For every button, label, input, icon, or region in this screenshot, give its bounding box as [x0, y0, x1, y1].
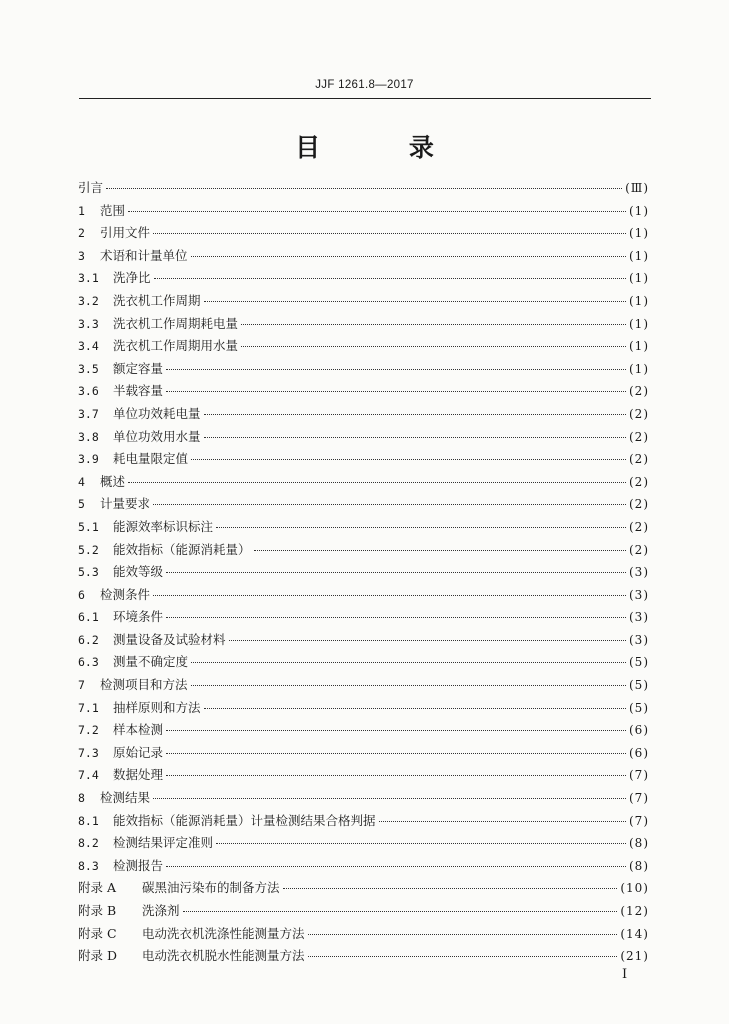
toc-dot-leader — [128, 210, 626, 212]
toc-entry-label: 原始记录 — [113, 744, 164, 760]
toc-entry-label: 计量要求 — [100, 496, 151, 512]
toc-entry-page: (2) — [629, 452, 649, 467]
toc-entry[interactable] — [78, 698, 649, 721]
toc-entry-page: (2) — [629, 406, 649, 421]
toc-entry-page: (3) — [629, 610, 649, 625]
toc-entry[interactable] — [78, 359, 649, 382]
toc-entry[interactable] — [78, 449, 649, 472]
toc-dot-leader — [191, 255, 626, 257]
toc-dot-leader — [153, 594, 626, 596]
toc-entry-number: 附录 A — [78, 880, 117, 896]
toc-entry-title — [78, 201, 125, 219]
toc-entry[interactable] — [78, 472, 649, 495]
toc-entry-page: (7) — [629, 813, 649, 828]
toc-entry-title — [78, 878, 280, 896]
toc-entry-number: 附录 D — [78, 948, 117, 964]
toc-entry-title — [78, 178, 103, 196]
toc-entry-page: (21) — [620, 949, 649, 964]
toc-entry-title — [78, 314, 238, 332]
toc-dot-leader — [153, 797, 626, 799]
toc-entry-label: 洗净比 — [113, 270, 151, 286]
toc-dot-leader — [379, 820, 626, 822]
toc-entry-title — [78, 472, 125, 490]
toc-entry-label: 电动洗衣机洗涤性能测量方法 — [142, 925, 305, 941]
toc-dot-leader — [183, 910, 618, 912]
toc-entry[interactable] — [78, 811, 649, 834]
toc-entry-number: 3.2 — [78, 293, 99, 308]
toc-entry-title — [78, 268, 151, 286]
toc-entry[interactable] — [78, 743, 649, 766]
toc-entry-label: 能效指标（能源消耗量）计量检测结果合格判据 — [113, 812, 376, 828]
toc-entry-title — [78, 833, 213, 851]
toc-dot-leader — [166, 390, 626, 392]
toc-dot-leader — [308, 933, 618, 935]
toc-entry-page: (Ⅲ) — [625, 181, 649, 195]
toc-entry-label: 电动洗衣机脱水性能测量方法 — [142, 948, 305, 964]
toc-entry-number: 附录 B — [78, 903, 117, 918]
toc-entry-label: 洗衣机工作周期耗电量 — [113, 315, 239, 331]
standard-code: JJF 1261.8—2017 — [315, 79, 414, 91]
toc-entry-title — [78, 811, 376, 829]
toc-entry-title — [78, 743, 163, 761]
toc-entry-label: 数据处理 — [113, 767, 164, 783]
toc-entry-title — [78, 427, 201, 445]
toc-entry[interactable] — [78, 246, 649, 269]
toc-entry-page: (1) — [629, 248, 649, 263]
toc-entry[interactable] — [78, 336, 649, 359]
toc-entry-label: 耗电量限定值 — [113, 451, 189, 467]
toc-entry-number: 4 — [78, 474, 85, 489]
toc-entry-title — [78, 246, 188, 264]
toc-dot-leader — [166, 616, 626, 618]
toc-entry-label: 单位功效用水量 — [113, 428, 201, 444]
toc-entry-page: (2) — [629, 474, 649, 489]
toc-entry-page: (2) — [629, 384, 649, 399]
toc-entry-number: 7.3 — [78, 745, 99, 760]
toc-entry[interactable] — [78, 268, 649, 291]
page-title: 目 录 — [295, 133, 474, 162]
toc-dot-leader — [308, 955, 618, 957]
toc-entry-number: 8 — [78, 791, 85, 806]
toc-entry-page: (14) — [620, 926, 649, 941]
toc-entry-label: 抽样原则和方法 — [113, 699, 201, 715]
toc-entry-label: 检测项目和方法 — [100, 677, 188, 693]
toc-entry-label: 洗衣机工作周期 — [113, 292, 201, 308]
toc-dot-leader — [166, 571, 626, 573]
toc-entry[interactable] — [78, 878, 649, 901]
toc-dot-leader — [254, 549, 626, 551]
toc-entry-label: 概述 — [100, 473, 126, 489]
toc-entry-number: 3.8 — [78, 429, 99, 444]
toc-entry-number: 8.1 — [78, 813, 99, 828]
toc-dot-leader — [191, 458, 626, 460]
toc-entry-page: (12) — [620, 904, 649, 918]
toc-entry-number: 6.2 — [78, 632, 99, 647]
toc-entry[interactable] — [78, 788, 649, 811]
toc-entry-title — [78, 630, 226, 648]
header-rule — [79, 98, 651, 99]
toc-entry-page: (7) — [629, 768, 649, 783]
toc-entry-title — [78, 946, 305, 964]
toc-entry-number: 附录 C — [78, 925, 117, 941]
toc-entry-number: 6.1 — [78, 610, 99, 625]
toc-entry-number: 3.3 — [78, 316, 99, 331]
toc-entry-page: (1) — [629, 271, 649, 286]
toc-entry-page: (6) — [629, 745, 649, 760]
toc-entry-number: 3.5 — [78, 361, 99, 376]
table-of-contents — [78, 178, 649, 969]
toc-entry-label: 碳黑油污染布的制备方法 — [142, 880, 280, 896]
toc-entry-label: 测量不确定度 — [113, 654, 189, 670]
toc-dot-leader — [204, 436, 626, 438]
toc-entry-page: (2) — [629, 497, 649, 512]
toc-entry-number: 7.2 — [78, 723, 99, 738]
toc-entry-number: 6 — [78, 587, 85, 602]
toc-entry-page: (10) — [620, 881, 649, 896]
toc-entry-label: 术语和计量单位 — [100, 247, 188, 263]
toc-entry-number: 3.6 — [78, 384, 99, 399]
toc-entry-title — [78, 698, 201, 716]
toc-entry-title — [78, 765, 163, 783]
toc-dot-leader — [204, 300, 626, 302]
toc-entry-number: 7 — [78, 678, 85, 693]
toc-entry[interactable] — [78, 833, 649, 856]
toc-entry-label: 检测结果评定准则 — [113, 835, 214, 851]
toc-entry[interactable] — [78, 607, 649, 630]
toc-entry[interactable] — [78, 427, 649, 450]
toc-entry-page: (6) — [629, 723, 649, 738]
toc-entry-page: (1) — [629, 361, 649, 376]
toc-dot-leader — [283, 887, 618, 889]
toc-entry-page: (1) — [629, 293, 649, 308]
toc-entry[interactable] — [78, 946, 649, 969]
toc-entry-title — [78, 494, 150, 512]
toc-entry-title — [78, 562, 163, 580]
toc-entry-label: 半载容量 — [113, 383, 164, 399]
toc-entry[interactable] — [78, 924, 649, 947]
toc-entry-page: (5) — [629, 678, 649, 693]
toc-dot-leader — [128, 481, 626, 483]
toc-entry-title — [78, 675, 188, 693]
toc-entry[interactable] — [78, 540, 649, 563]
toc-entry-title — [78, 901, 180, 919]
toc-entry-title — [78, 856, 163, 874]
toc-entry-title — [78, 449, 188, 467]
toc-entry-label: 能效等级 — [113, 564, 164, 580]
toc-entry-number: 2 — [78, 226, 85, 241]
toc-entry-number: 5.1 — [78, 519, 99, 534]
toc-entry-page: (1) — [629, 226, 649, 241]
toc-entry-page: (2) — [629, 542, 649, 557]
toc-dot-leader — [153, 232, 626, 234]
toc-entry-label: 引言 — [78, 180, 104, 195]
toc-entry-label: 范围 — [100, 202, 126, 218]
toc-entry-page: (3) — [629, 587, 649, 602]
toc-entry[interactable] — [78, 901, 649, 924]
toc-dot-leader — [154, 277, 626, 279]
toc-entry-page: (8) — [629, 858, 649, 873]
toc-dot-leader — [166, 752, 626, 754]
toc-entry-number: 7.1 — [78, 700, 99, 715]
toc-dot-leader — [229, 639, 626, 641]
toc-entry-page: (5) — [629, 655, 649, 670]
toc-entry-title — [78, 924, 305, 942]
toc-entry-label: 检测结果 — [100, 790, 151, 806]
toc-entry-label: 环境条件 — [113, 609, 164, 625]
toc-entry-number: 1 — [78, 203, 85, 218]
toc-entry[interactable] — [78, 404, 649, 427]
toc-entry[interactable] — [78, 765, 649, 788]
toc-entry-title — [78, 359, 163, 377]
toc-dot-leader — [166, 368, 626, 370]
toc-entry-number: 8.3 — [78, 858, 99, 873]
toc-entry-number: 5.2 — [78, 542, 99, 557]
toc-entry[interactable] — [78, 675, 649, 698]
toc-entry[interactable] — [78, 652, 649, 675]
toc-entry-page: (1) — [629, 339, 649, 354]
toc-dot-leader — [106, 187, 622, 189]
toc-entry[interactable] — [78, 178, 649, 201]
toc-entry-title — [78, 607, 163, 625]
toc-entry-page: (2) — [629, 519, 649, 534]
toc-entry[interactable] — [78, 630, 649, 653]
toc-entry[interactable] — [78, 201, 649, 224]
toc-entry[interactable] — [78, 562, 649, 585]
toc-entry-number: 6.3 — [78, 655, 99, 670]
toc-entry[interactable] — [78, 517, 649, 540]
toc-entry-title — [78, 585, 150, 603]
toc-entry-label: 测量设备及试验材料 — [113, 631, 226, 647]
toc-entry-label: 引用文件 — [100, 225, 151, 241]
toc-entry-title — [78, 652, 188, 670]
toc-entry-label: 单位功效耗电量 — [113, 405, 201, 421]
toc-entry[interactable] — [78, 381, 649, 404]
toc-dot-leader — [241, 345, 626, 347]
toc-entry-title — [78, 223, 150, 241]
toc-entry-page: (1) — [629, 203, 649, 218]
toc-entry-title — [78, 381, 163, 399]
toc-dot-leader — [241, 323, 626, 325]
toc-entry-title — [78, 336, 238, 354]
toc-dot-leader — [216, 526, 626, 528]
toc-entry-page: (5) — [629, 700, 649, 715]
toc-entry[interactable] — [78, 856, 649, 879]
toc-dot-leader — [153, 503, 626, 505]
toc-entry-label: 检测条件 — [100, 586, 151, 602]
toc-entry-label: 能源效率标识标注 — [113, 518, 214, 534]
toc-entry[interactable] — [78, 585, 649, 608]
toc-entry-title — [78, 788, 150, 806]
toc-dot-leader — [191, 684, 626, 686]
toc-entry[interactable] — [78, 291, 649, 314]
toc-entry-number: 7.4 — [78, 768, 99, 783]
toc-dot-leader — [204, 413, 626, 415]
toc-entry-label: 洗衣机工作周期用水量 — [113, 338, 239, 354]
toc-entry[interactable] — [78, 720, 649, 743]
toc-entry-title — [78, 517, 213, 535]
toc-entry-label: 额定容量 — [113, 360, 164, 376]
toc-entry-label: 洗涤剂 — [142, 903, 180, 918]
page-number: I — [622, 967, 628, 982]
toc-entry-number: 5.3 — [78, 565, 99, 580]
toc-entry-page: (8) — [629, 836, 649, 851]
toc-entry-title — [78, 404, 201, 422]
toc-dot-leader — [204, 707, 626, 709]
toc-entry[interactable] — [78, 494, 649, 517]
toc-entry-page: (7) — [629, 791, 649, 806]
toc-dot-leader — [166, 729, 626, 731]
toc-entry-number: 3.9 — [78, 452, 99, 467]
toc-entry-number: 8.2 — [78, 836, 99, 851]
toc-entry-number: 5 — [78, 497, 85, 512]
toc-entry-label: 样本检测 — [113, 722, 164, 738]
toc-entry-title — [78, 720, 163, 738]
toc-entry-page: (3) — [629, 565, 649, 580]
toc-entry-label: 检测报告 — [113, 857, 164, 873]
toc-entry-number: 3 — [78, 248, 85, 263]
toc-entry-page: (1) — [629, 316, 649, 331]
toc-entry-title — [78, 291, 201, 309]
toc-entry[interactable] — [78, 223, 649, 246]
toc-dot-leader — [216, 842, 626, 844]
toc-dot-leader — [166, 774, 626, 776]
toc-entry-number: 3.1 — [78, 271, 99, 286]
toc-dot-leader — [191, 661, 626, 663]
toc-dot-leader — [166, 865, 626, 867]
toc-entry-number: 3.4 — [78, 339, 99, 354]
toc-entry-label: 能效指标（能源消耗量） — [113, 541, 251, 557]
toc-entry-title — [78, 540, 251, 558]
toc-entry-number: 3.7 — [78, 406, 99, 421]
toc-entry-page: (2) — [629, 429, 649, 444]
toc-entry[interactable] — [78, 314, 649, 337]
toc-entry-page: (3) — [629, 632, 649, 647]
